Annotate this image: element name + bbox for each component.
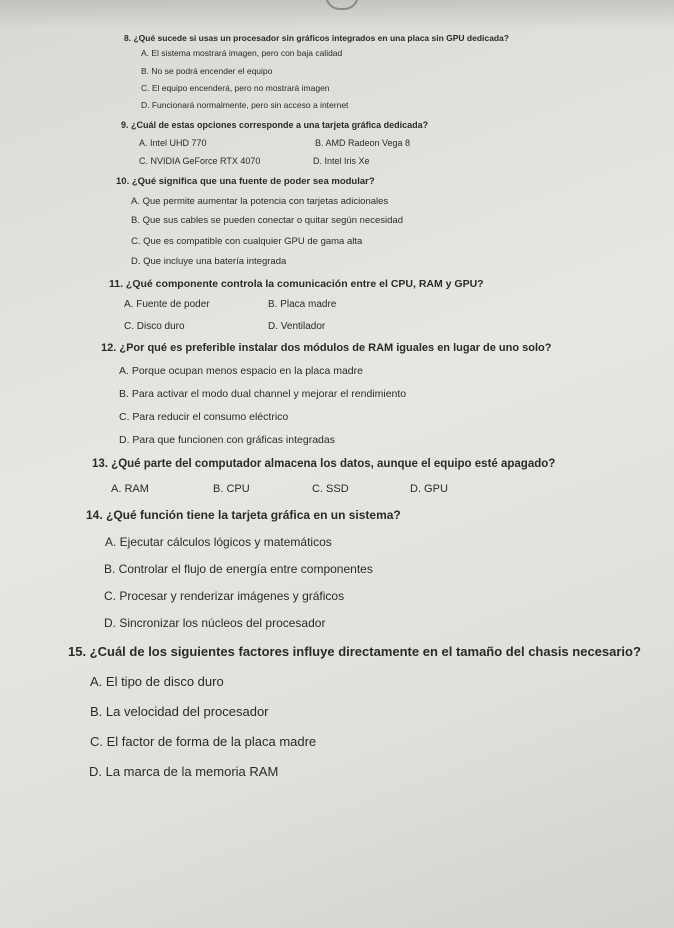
question-15-text: 15. ¿Cuál de los siguientes factores influye directamente en el tamaño del chasis necesario? bbox=[68, 644, 641, 659]
question-14-option-b: B. Controlar el flujo de energía entre componentes bbox=[104, 562, 373, 576]
question-8-option-a: A. El sistema mostrará imagen, pero con baja calidad bbox=[141, 48, 343, 58]
question-10-option-d: D. Que incluye una batería integrada bbox=[131, 256, 287, 267]
question-15-option-b: B. La velocidad del procesador bbox=[90, 704, 269, 719]
question-14-option-d: D. Sincronizar los núcleos del procesador bbox=[104, 616, 326, 630]
question-12-text: 12. ¿Por qué es preferible instalar dos módulos de RAM iguales en lugar de uno solo? bbox=[101, 342, 552, 354]
question-8-option-c: C. El equipo encenderá, pero no mostrará imagen bbox=[141, 83, 330, 93]
question-8-text: 8. ¿Qué sucede si usas un procesador sin gráficos integrados en una placa sin GPU dedicada? bbox=[124, 33, 509, 43]
question-9-option-d: D. Intel Iris Xe bbox=[313, 156, 370, 166]
question-8-option-b: B. No se podrá encender el equipo bbox=[141, 66, 273, 76]
question-12-option-a: A. Porque ocupan menos espacio en la placa madre bbox=[119, 365, 363, 377]
question-11-option-a: A. Fuente de poder bbox=[124, 299, 210, 310]
question-12-option-d: D. Para que funcionen con gráficas integradas bbox=[119, 434, 335, 446]
question-9-option-a: A. Intel UHD 770 bbox=[139, 138, 207, 148]
question-15-option-c: C. El factor de forma de la placa madre bbox=[90, 734, 317, 749]
question-11-option-d: D. Ventilador bbox=[268, 321, 326, 332]
question-12-option-c: C. Para reducir el consumo eléctrico bbox=[119, 411, 289, 423]
question-14-text: 14. ¿Qué función tiene la tarjeta gráfica en un sistema? bbox=[86, 508, 401, 522]
question-13-option-d: D. GPU bbox=[410, 483, 448, 495]
question-9-option-b: B. AMD Radeon Vega 8 bbox=[315, 138, 411, 148]
question-15-option-a: A. El tipo de disco duro bbox=[90, 674, 224, 689]
question-14-option-a: A. Ejecutar cálculos lógicos y matemáticos bbox=[105, 535, 332, 549]
question-10-option-a: A. Que permite aumentar la potencia con tarjetas adicionales bbox=[131, 196, 389, 207]
question-10-text: 10. ¿Qué significa que una fuente de poder sea modular? bbox=[116, 176, 375, 187]
question-13-option-a: A. RAM bbox=[111, 483, 149, 495]
question-11-option-b: B. Placa madre bbox=[268, 299, 337, 310]
question-11-text: 11. ¿Qué componente controla la comunicación entre el CPU, RAM y GPU? bbox=[109, 278, 484, 290]
question-8-option-d: D. Funcionará normalmente, pero sin acceso a internet bbox=[141, 100, 349, 110]
question-9-text: 9. ¿Cuál de estas opciones corresponde a una tarjeta gráfica dedicada? bbox=[121, 120, 429, 130]
question-11-option-c: C. Disco duro bbox=[124, 321, 185, 332]
question-13-option-b: B. CPU bbox=[213, 483, 250, 495]
question-9-option-c: C. NVIDIA GeForce RTX 4070 bbox=[139, 156, 261, 166]
question-13-option-c: C. SSD bbox=[312, 483, 349, 495]
question-10-option-b: B. Que sus cables se pueden conectar o quitar según necesidad bbox=[131, 215, 403, 226]
question-13-text: 13. ¿Qué parte del computador almacena los datos, aunque el equipo esté apagado? bbox=[92, 458, 556, 470]
question-15-option-d: D. La marca de la memoria RAM bbox=[89, 764, 279, 779]
question-10-option-c: C. Que es compatible con cualquier GPU de gama alta bbox=[131, 236, 363, 247]
question-12-option-b: B. Para activar el modo dual channel y mejorar el rendimiento bbox=[119, 388, 407, 400]
question-14-option-c: C. Procesar y renderizar imágenes y gráficos bbox=[104, 589, 345, 603]
